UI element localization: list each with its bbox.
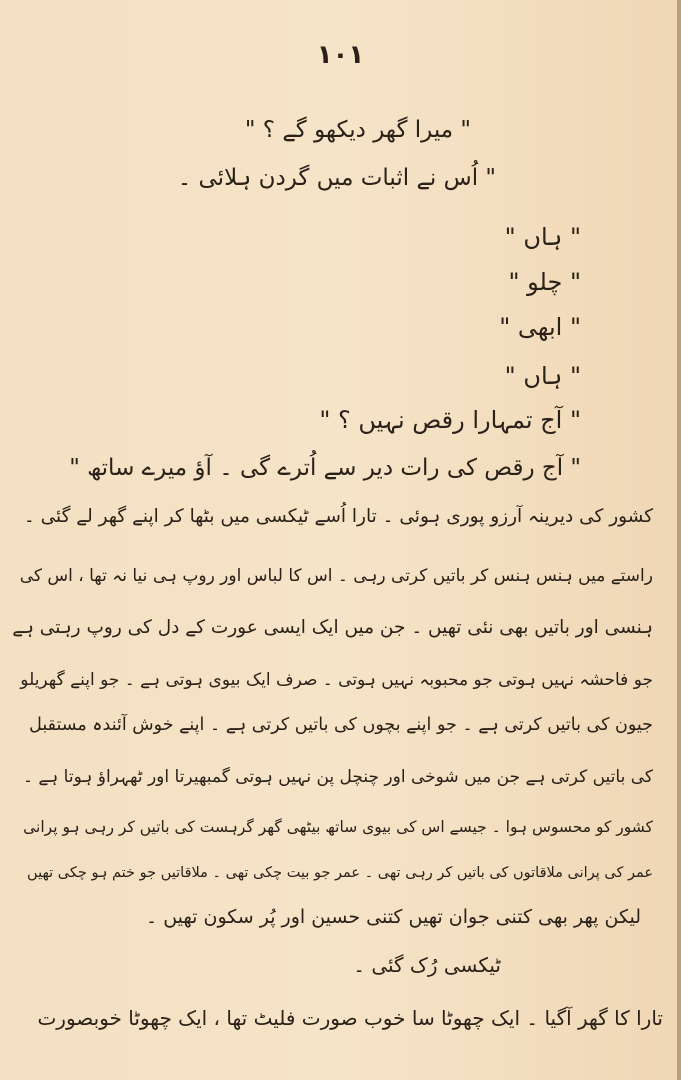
text-line: ہنسی اور باتیں بھی نئی تھیں ۔ جن میں ایک ایسی عورت کے دل کی روپ رہتی ہے [12, 617, 653, 638]
text-line: " ابھی " [499, 313, 581, 341]
text-line: جیون کی باتیں کرتی ہے ۔ جو اپنے بچوں کی باتیں کرتی ہے ۔ اپنے خوش آئندہ مستقبل [29, 715, 653, 735]
text-line: " ہاں " [504, 223, 581, 251]
text-line: " آج تمہارا رقص نہیں ؟ " [319, 406, 581, 434]
text-line: " ہاں " [504, 362, 581, 390]
text-line: تارا کا گھر آگیا ۔ ایک چھوٹا سا خوب صورت فلیٹ تھا ، ایک چھوٹا خوبصورت [37, 1006, 663, 1030]
text-line: لیکن پھر بھی کتنی جوان تھیں کتنی حسین اور پُر سکون تھیں ۔ [146, 906, 641, 928]
text-line: راستے میں ہنس ہنس کر باتیں کرتی رہی ۔ اس کا لباس اور روپ ہی نیا نہ تھا ، اس کی [19, 566, 653, 586]
text-line: " آج رقص کی رات دیر سے اُترے گی ۔ آؤ میرے ساتھ " [69, 455, 581, 481]
text-line: " میرا گھر دیکھو گے ؟ " [244, 117, 471, 143]
page-number: ١٠١ [316, 40, 365, 70]
text-line: کشور کی دیرینہ آرزو پوری ہوئی ۔ تارا اُسے ٹیکسی میں بٹھا کر اپنے گھر لے گئی ۔ [23, 506, 653, 527]
text-line: عمر کی پرانی ملاقاتوں کی باتیں کر رہی تھی ۔ عمر جو بیت چکی تھی ۔ ملاقاتیں جو ختم ہو چکی تھیں [27, 865, 653, 881]
text-line: ٹیکسی رُک گئی ۔ [353, 953, 501, 977]
text-line: " چلو " [508, 268, 581, 296]
text-line: کی باتیں کرتی ہے جن میں شوخی اور چنچل پن نہیں ہوتی گمبھیرتا اور ٹھہراؤ ہوتا ہے ۔ [22, 767, 653, 787]
text-line: کشور کو محسوس ہوا ۔ جیسے اس کی بیوی ساتھ بیٹھی گھر گرہست کی باتیں کر رہی ہو پرانی [23, 818, 653, 836]
text-line: جو فاحشہ نہیں ہوتی جو محبوبہ نہیں ہوتی ۔ صرف ایک بیوی ہوتی ہے ۔ جو اپنے گھریلو [20, 670, 653, 690]
text-line: " اُس نے اثبات میں گردن ہلائی ۔ [177, 165, 496, 191]
